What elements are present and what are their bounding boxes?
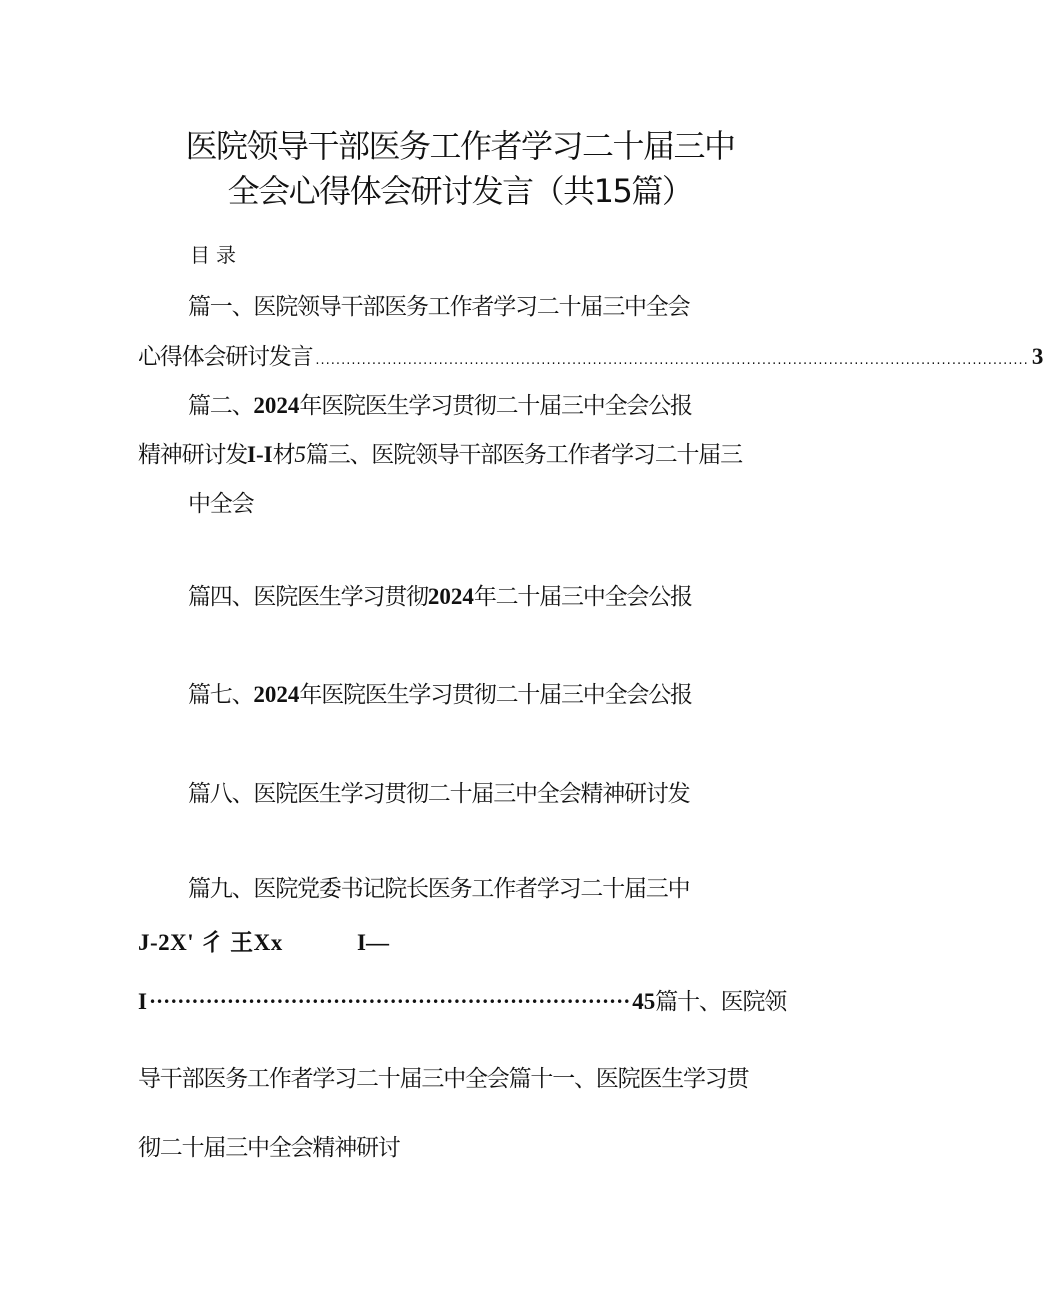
toc-entry-4-year: 2024 (427, 584, 474, 609)
toc-entry-2-line-2a: 精神研讨发 (138, 442, 248, 468)
toc-entry-4 (188, 580, 692, 614)
toc-entry-10-11-line: 导干部医务工作者学习二十届三中全会篇十一、医院医生学习贯 (138, 1066, 749, 1092)
toc-entry-2-prefix: 篇二、 (188, 393, 254, 419)
toc-entry-2-line-1 (188, 389, 692, 423)
toc-entry-1-line-2 (138, 340, 1043, 374)
document-title-line-2: 全会心得体会研讨发言（共15篇） (227, 172, 693, 210)
toc-page-number: 45 (632, 989, 656, 1014)
toc-entry-7-a: 篇七、 (188, 682, 254, 708)
garbled-text-1: J-2X' 彳 王Xx (138, 930, 283, 955)
garbled-text-2: I— (357, 930, 389, 955)
toc-entry-2-year: 2024 (253, 393, 300, 418)
toc-entry-4-b: 年二十届三中全会公报 (473, 584, 692, 610)
toc-entry-2-line-2c: 材 (272, 442, 295, 468)
toc-heading: 目录 (190, 243, 242, 267)
toc-entry-9: 篇九、医院党委书记院长医务工作者学习二十届三中 (188, 876, 690, 902)
toc-entry-3-line-2: 中全会 (188, 491, 254, 517)
toc-entry-2-line-2b: I-I (247, 442, 273, 467)
toc-entry-1-page: 3 (1031, 344, 1043, 369)
toc-entry-10-start: 篇十、医院领 (655, 989, 787, 1015)
toc-entry-2-rest: 年医院医生学习贯彻二十届三中全会公报 (299, 393, 692, 419)
toc-entry-7-year: 2024 (253, 682, 300, 707)
toc-entry-7-b: 年医院医生学习贯彻二十届三中全会公报 (299, 682, 692, 708)
toc-entry-2-page: 5 (294, 442, 306, 467)
toc-entry-2-3-line (138, 438, 742, 472)
toc-entry-1-label: 心得体会研讨发言 (138, 344, 313, 370)
toc-entry-4-a: 篇四、医院医生学习贯彻 (188, 584, 428, 610)
bullet-leader-dots: •••••••••••••••••••••••••••••••••••••••••••••••••••••••••••••••••••• (148, 995, 631, 1009)
bullets-lead: I (138, 989, 147, 1014)
toc-entry-8: 篇八、医院医生学习贯彻二十届三中全会精神研讨发 (188, 781, 690, 807)
toc-entry-1-line-1: 篇一、医院领导干部医务工作者学习二十届三中全会 (188, 294, 690, 320)
toc-entry-3-line-1: 篇三、医院领导干部医务工作者学习二十届三 (305, 442, 742, 468)
document-title-line-1: 医院领导干部医务工作者学习二十届三中 (185, 127, 735, 165)
toc-entry-7 (188, 678, 692, 712)
toc-bullets-row (138, 985, 787, 1019)
toc-leader-dots: ........................................................................................................................................... (315, 353, 1029, 368)
toc-entry-11-line: 彻二十届三中全会精神研讨 (138, 1135, 400, 1161)
